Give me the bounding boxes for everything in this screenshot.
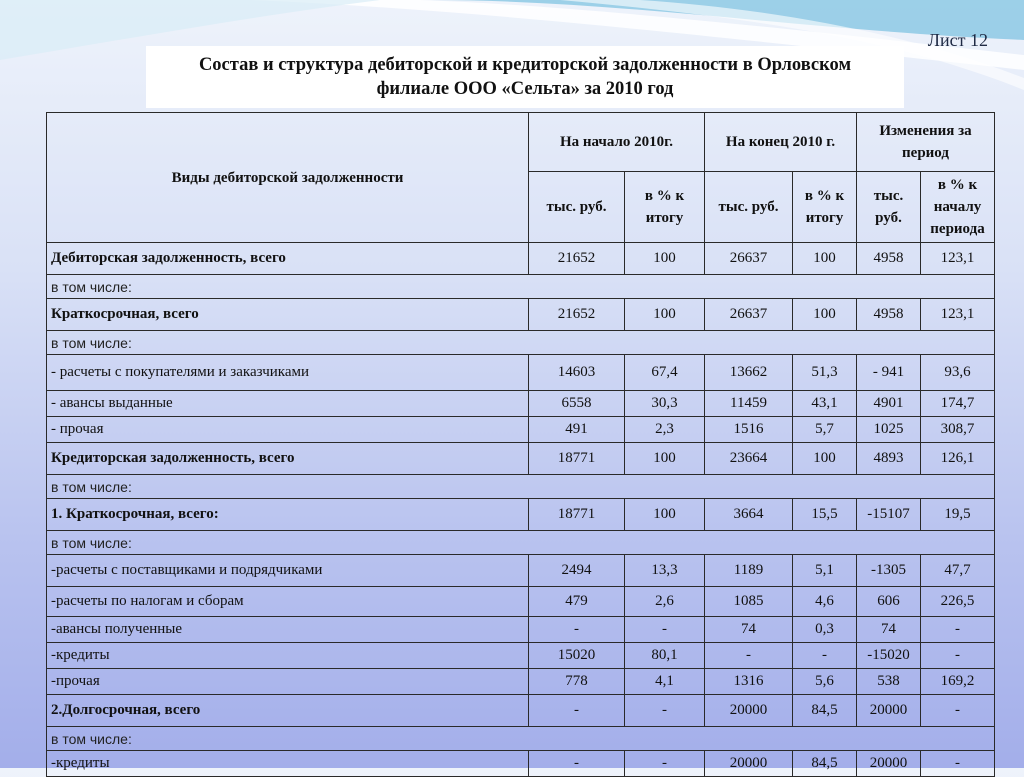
debt-structure-table <box>46 112 995 777</box>
row-label: -кредиты <box>47 643 529 669</box>
cell-col-2: 80,1 <box>625 643 705 669</box>
row-label: -прочая <box>47 669 529 695</box>
table-row <box>47 355 995 391</box>
cell-col-6: - <box>921 695 995 727</box>
cell-col-1: 479 <box>529 587 625 617</box>
table-row <box>47 443 995 475</box>
cell-col-3: 1085 <box>705 587 793 617</box>
cell-col-2: 4,1 <box>625 669 705 695</box>
cell-col-3: 3664 <box>705 499 793 531</box>
cell-col-5: -15107 <box>857 499 921 531</box>
header-sub-5: тыс. руб. <box>857 172 921 243</box>
cell-col-3: 1516 <box>705 417 793 443</box>
cell-col-3: 20000 <box>705 751 793 777</box>
cell-col-5: 4958 <box>857 243 921 275</box>
cell-col-1: 15020 <box>529 643 625 669</box>
cell-col-5: 538 <box>857 669 921 695</box>
table-body <box>47 243 995 777</box>
cell-col-5: - 941 <box>857 355 921 391</box>
cell-col-4: 100 <box>793 299 857 331</box>
row-label: 1. Краткосрочная, всего: <box>47 499 529 531</box>
cell-col-1: 21652 <box>529 299 625 331</box>
table-row <box>47 299 995 331</box>
row-label: - прочая <box>47 417 529 443</box>
table-row <box>47 727 995 751</box>
cell-col-1: 778 <box>529 669 625 695</box>
cell-col-1: - <box>529 695 625 727</box>
cell-col-5: 606 <box>857 587 921 617</box>
cell-col-1: 14603 <box>529 355 625 391</box>
cell-col-4: 100 <box>793 443 857 475</box>
cell-col-6: 93,6 <box>921 355 995 391</box>
header-group-start: На начало 2010г. <box>529 113 705 172</box>
cell-col-3: 74 <box>705 617 793 643</box>
cell-col-4: 5,7 <box>793 417 857 443</box>
table-row <box>47 555 995 587</box>
cell-col-6: - <box>921 751 995 777</box>
cell-col-5: 20000 <box>857 751 921 777</box>
row-label: в том числе: <box>47 727 995 751</box>
cell-col-2: - <box>625 695 705 727</box>
header-sub-6: в % к началу периода <box>921 172 995 243</box>
cell-col-6: 126,1 <box>921 443 995 475</box>
cell-col-2: 2,6 <box>625 587 705 617</box>
table-row <box>47 643 995 669</box>
cell-col-2: 100 <box>625 243 705 275</box>
table-row <box>47 587 995 617</box>
header-row-1 <box>47 113 995 172</box>
header-name-col: Виды дебиторской задолженности <box>47 113 529 243</box>
cell-col-5: 4958 <box>857 299 921 331</box>
cell-col-2: 2,3 <box>625 417 705 443</box>
header-sub-2: в % к итогу <box>625 172 705 243</box>
cell-col-2: - <box>625 751 705 777</box>
cell-col-2: 100 <box>625 443 705 475</box>
cell-col-3: 1316 <box>705 669 793 695</box>
cell-col-5: 20000 <box>857 695 921 727</box>
header-sub-1: тыс. руб. <box>529 172 625 243</box>
cell-col-3: 13662 <box>705 355 793 391</box>
cell-col-4: 84,5 <box>793 751 857 777</box>
header-group-change: Изменения за период <box>857 113 995 172</box>
cell-col-2: 30,3 <box>625 391 705 417</box>
title-line-1: Состав и структура дебиторской и кредиторской задолженности в Орловском <box>198 55 852 75</box>
cell-col-5: -1305 <box>857 555 921 587</box>
row-label: -кредиты <box>47 751 529 777</box>
slide-title <box>146 46 904 108</box>
cell-col-5: -15020 <box>857 643 921 669</box>
cell-col-3: 23664 <box>705 443 793 475</box>
cell-col-3: 20000 <box>705 695 793 727</box>
cell-col-6: 123,1 <box>921 299 995 331</box>
cell-col-3: 1189 <box>705 555 793 587</box>
header-sub-4: в % к итогу <box>793 172 857 243</box>
header-group-end: На конец 2010 г. <box>705 113 857 172</box>
table-row <box>47 669 995 695</box>
cell-col-6: 47,7 <box>921 555 995 587</box>
cell-col-1: 6558 <box>529 391 625 417</box>
cell-col-5: 74 <box>857 617 921 643</box>
cell-col-4: 5,1 <box>793 555 857 587</box>
table-row <box>47 617 995 643</box>
cell-col-2: - <box>625 617 705 643</box>
table-row <box>47 391 995 417</box>
cell-col-4: 0,3 <box>793 617 857 643</box>
cell-col-3: 11459 <box>705 391 793 417</box>
cell-col-1: - <box>529 617 625 643</box>
cell-col-6: 174,7 <box>921 391 995 417</box>
cell-col-6: - <box>921 643 995 669</box>
debt-table-container <box>46 112 994 771</box>
cell-col-3: - <box>705 643 793 669</box>
slide-number: Лист 12 <box>927 30 988 50</box>
cell-col-4: 4,6 <box>793 587 857 617</box>
row-label: 2.Долгосрочная, всего <box>47 695 529 727</box>
table-row <box>47 331 995 355</box>
cell-col-6: 308,7 <box>921 417 995 443</box>
cell-col-2: 100 <box>625 299 705 331</box>
cell-col-3: 26637 <box>705 243 793 275</box>
cell-col-1: 491 <box>529 417 625 443</box>
cell-col-6: 226,5 <box>921 587 995 617</box>
row-label: в том числе: <box>47 331 995 355</box>
cell-col-4: 5,6 <box>793 669 857 695</box>
cell-col-4: 100 <box>793 243 857 275</box>
cell-col-1: 18771 <box>529 499 625 531</box>
row-label: Краткосрочная, всего <box>47 299 529 331</box>
table-row <box>47 499 995 531</box>
title-line-2: филиале ООО «Сельта» за 2010 год <box>376 79 674 99</box>
cell-col-4: 15,5 <box>793 499 857 531</box>
table-row <box>47 695 995 727</box>
cell-col-1: - <box>529 751 625 777</box>
cell-col-4: - <box>793 643 857 669</box>
row-label: в том числе: <box>47 475 995 499</box>
table-row <box>47 275 995 299</box>
cell-col-4: 84,5 <box>793 695 857 727</box>
cell-col-2: 100 <box>625 499 705 531</box>
table-row <box>47 531 995 555</box>
cell-col-5: 4901 <box>857 391 921 417</box>
row-label: Кредиторская задолженность, всего <box>47 443 529 475</box>
cell-col-2: 13,3 <box>625 555 705 587</box>
cell-col-3: 26637 <box>705 299 793 331</box>
table-row <box>47 751 995 777</box>
cell-col-6: 169,2 <box>921 669 995 695</box>
cell-col-1: 2494 <box>529 555 625 587</box>
cell-col-5: 4893 <box>857 443 921 475</box>
table-row <box>47 243 995 275</box>
cell-col-1: 18771 <box>529 443 625 475</box>
row-label: -расчеты с поставщиками и подрядчиками <box>47 555 529 587</box>
row-label: -авансы полученные <box>47 617 529 643</box>
cell-col-1: 21652 <box>529 243 625 275</box>
row-label: в том числе: <box>47 275 995 299</box>
row-label: Дебиторская задолженность, всего <box>47 243 529 275</box>
row-label: - расчеты с покупателями и заказчиками <box>47 355 529 391</box>
table-row <box>47 475 995 499</box>
row-label: в том числе: <box>47 531 995 555</box>
cell-col-6: 123,1 <box>921 243 995 275</box>
table-row <box>47 417 995 443</box>
header-sub-3: тыс. руб. <box>705 172 793 243</box>
row-label: - авансы выданные <box>47 391 529 417</box>
cell-col-6: - <box>921 617 995 643</box>
row-label: -расчеты по налогам и сборам <box>47 587 529 617</box>
cell-col-5: 1025 <box>857 417 921 443</box>
cell-col-4: 43,1 <box>793 391 857 417</box>
cell-col-2: 67,4 <box>625 355 705 391</box>
cell-col-6: 19,5 <box>921 499 995 531</box>
cell-col-4: 51,3 <box>793 355 857 391</box>
